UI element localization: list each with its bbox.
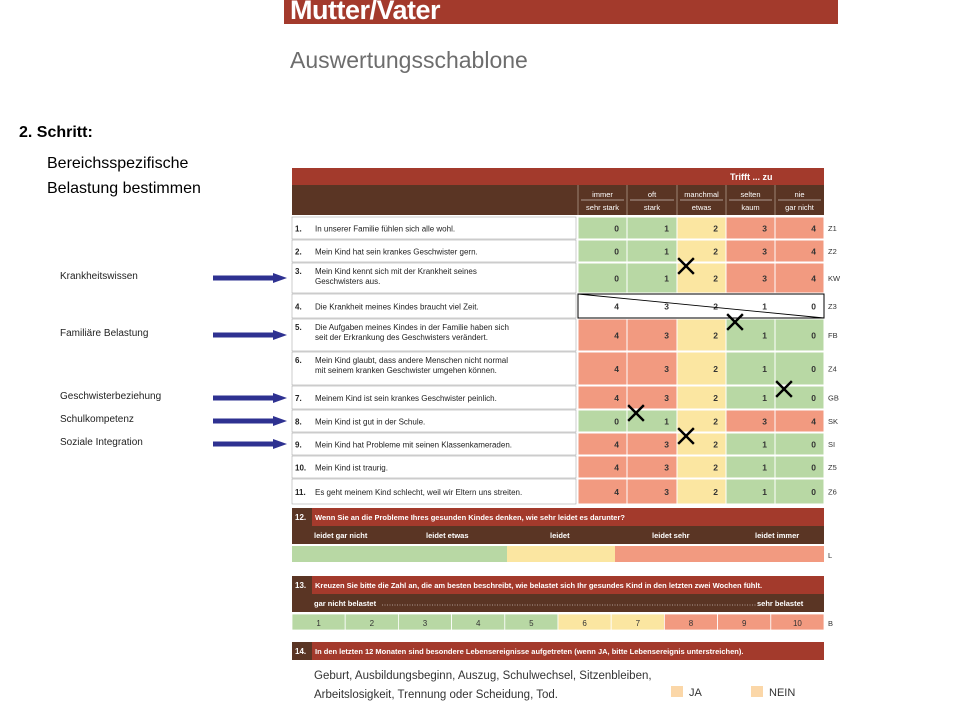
value-cell-number: 0: [614, 416, 619, 427]
value-cell: [726, 217, 775, 239]
value-cell-number: 3: [762, 273, 767, 284]
value-cell: [726, 479, 775, 504]
value-cell: [775, 294, 824, 318]
value-cell: [627, 319, 677, 351]
value-cell-number: 2: [713, 301, 718, 312]
value-cell-number: 4: [614, 487, 619, 497]
arrow-right-icon: [213, 439, 287, 449]
value-cell: [578, 410, 627, 432]
value-cell-number: 1: [762, 330, 767, 341]
row-code: FB: [828, 331, 838, 340]
value-cell-number: 2: [713, 364, 718, 374]
value-cell-number: 2: [713, 393, 718, 403]
q14-no-label: NEIN: [769, 687, 796, 699]
q12-code: L: [828, 551, 833, 560]
value-cell: [627, 479, 677, 504]
value-cell-number: 2: [713, 330, 718, 341]
row-text: Mein Kind ist traurig.: [315, 463, 388, 473]
value-cell: [775, 319, 824, 351]
value-cell-number: 2: [713, 487, 718, 497]
value-cell-number: 0: [811, 330, 816, 341]
value-cell: [726, 433, 775, 455]
page-header-title: Mutter/Vater: [290, 0, 441, 25]
value-cell-number: 2: [713, 462, 718, 473]
step-description: Bereichsspezifische Belastung bestimmen: [47, 155, 201, 197]
row-number: 8.: [295, 417, 302, 427]
q12-option: leidet: [550, 531, 570, 540]
q13-question: Kreuzen Sie bitte die Zahl an, die am besten beschreibt, wie belastet sich Ihr gesundes Kind in den letzten zwei Wochen fühlt.: [315, 581, 763, 590]
row-number: 11.: [295, 488, 306, 497]
value-cell: [578, 319, 627, 351]
q12-option: leidet etwas: [426, 531, 469, 540]
value-cell: [726, 294, 775, 318]
value-cell: [627, 433, 677, 455]
value-cell: [775, 410, 824, 432]
value-cell-number: 2: [713, 439, 718, 450]
value-cell: [627, 386, 677, 409]
value-cell: [627, 352, 677, 385]
value-cell: [726, 386, 775, 409]
row-text: Geschwisters aus.: [315, 277, 381, 286]
value-cell: [578, 479, 627, 504]
value-cell-number: 3: [664, 330, 669, 341]
column-header-2: oft: [647, 190, 657, 199]
value-cell-number: 4: [614, 301, 619, 312]
domain-label: Krankheitswissen: [60, 271, 138, 282]
row-code: Z6: [828, 487, 837, 497]
row-text: Mein Kind kennt sich mit der Krankheit seines: [315, 267, 477, 276]
value-cell-number: 3: [664, 462, 669, 473]
row-text: seit der Erkrankung des Geschwisters verändert.: [315, 333, 488, 342]
q14-no-checkbox: [751, 686, 763, 697]
row-code: GB: [828, 393, 839, 403]
q13-scale-number: 7: [635, 619, 641, 628]
value-cell-number: 2: [713, 246, 718, 257]
value-cell: [627, 217, 677, 239]
row-number: 5.: [295, 323, 302, 332]
column-header-sub-4: kaum: [741, 203, 760, 212]
row-text: Mein Kind hat sein krankes Geschwister gern.: [315, 247, 478, 257]
q13-scale-number: 2: [369, 619, 375, 628]
value-cell: [627, 240, 677, 262]
value-cell: [775, 240, 824, 262]
value-cell-number: 3: [664, 301, 669, 312]
value-cell-number: 0: [811, 301, 816, 312]
value-cell: [677, 352, 726, 385]
row-number: 6.: [295, 356, 302, 365]
column-header-3: manchmal: [684, 190, 719, 199]
value-cell: [627, 263, 677, 293]
value-cell: [726, 352, 775, 385]
value-cell-number: 2: [713, 223, 718, 234]
row-code: Z5: [828, 463, 837, 472]
value-cell-number: 3: [762, 223, 767, 234]
value-cell: [627, 294, 677, 318]
value-cell-number: 1: [664, 223, 669, 234]
row-code: Z2: [828, 247, 837, 256]
value-cell: [677, 386, 726, 409]
evaluation-template-sheet: [292, 168, 841, 713]
value-cell-number: 0: [614, 246, 619, 257]
value-cell: [677, 240, 726, 262]
q13-scale-number: 3: [422, 619, 428, 628]
value-cell-number: 0: [614, 223, 619, 234]
row-text: Mein Kind glaubt, dass andere Menschen nicht normal: [315, 356, 508, 365]
page-subtitle: Auswertungsschablone: [290, 47, 528, 73]
q13-scale-number: 4: [475, 619, 481, 628]
q13-scale-number: 1: [316, 619, 321, 628]
value-cell: [726, 263, 775, 293]
row-code: Z3: [828, 302, 837, 311]
q14-yes-checkbox: [671, 686, 683, 697]
value-cell-number: 3: [762, 246, 767, 257]
row-text: Meinem Kind ist sein krankes Geschwister peinlich.: [315, 394, 497, 403]
q12-option: leidet sehr: [652, 531, 690, 540]
value-cell: [775, 479, 824, 504]
row-code: SI: [828, 440, 836, 449]
row-number: 4.: [295, 302, 302, 312]
q13-scale-number: 8: [688, 619, 694, 628]
column-header-sub-1: sehr stark: [586, 203, 619, 212]
value-cell-number: 1: [664, 416, 669, 427]
row-code: SK: [828, 417, 839, 426]
value-cell-number: 4: [614, 364, 619, 374]
arrow-right-icon: [213, 416, 287, 426]
value-cell-number: 0: [811, 487, 816, 497]
value-cell-number: 4: [614, 439, 619, 450]
value-cell-number: 1: [762, 487, 767, 497]
q13-scale-number: 5: [529, 619, 534, 628]
domain-label: Schulkompetenz: [60, 414, 134, 425]
value-cell-number: 0: [811, 393, 816, 403]
value-cell: [578, 294, 627, 318]
column-header-4: selten: [740, 190, 761, 199]
q12-option: leidet gar nicht: [314, 531, 368, 540]
value-cell: [726, 240, 775, 262]
value-cell: [578, 240, 627, 262]
table-header-title: Trifft ... zu: [730, 172, 773, 182]
row-text: Mein Kind hat Probleme mit seinen Klassenkameraden.: [315, 440, 512, 450]
q12-question: Wenn Sie an die Probleme Ihres gesunden Kindes denken, wie sehr leidet es darunter?: [315, 513, 625, 522]
value-cell: [677, 456, 726, 478]
arrow-right-icon: [213, 273, 287, 283]
row-text: Mein Kind ist gut in der Schule.: [315, 417, 426, 427]
domain-label: Soziale Integration: [60, 437, 143, 448]
value-cell: [775, 217, 824, 239]
q13-low-anchor: gar nicht belastet: [314, 599, 377, 608]
q13-scale-number: 6: [582, 619, 587, 628]
value-cell: [677, 319, 726, 351]
arrow-right-icon: [213, 330, 287, 340]
value-cell-number: 1: [762, 439, 767, 450]
row-code: Z4: [828, 364, 837, 374]
value-cell-number: 0: [811, 439, 816, 450]
value-cell: [578, 263, 627, 293]
value-cell: [578, 433, 627, 455]
value-cell: [677, 479, 726, 504]
q13-number: 13.: [295, 581, 307, 590]
row-text: Die Krankheit meines Kindes braucht viel Zeit.: [315, 302, 479, 312]
column-header-sub-3: etwas: [691, 203, 712, 212]
value-cell-number: 0: [811, 462, 816, 473]
value-cell: [775, 433, 824, 455]
value-cell-number: 2: [713, 416, 718, 427]
q14-events-line: Arbeitslosigkeit, Trennung oder Scheidung, Tod.: [314, 689, 558, 701]
q13-scale-number: 9: [741, 619, 747, 628]
column-header-5: nie: [794, 190, 805, 199]
value-cell: [578, 456, 627, 478]
value-cell-number: 1: [762, 364, 767, 374]
value-cell-number: 1: [664, 273, 669, 284]
q14-question: In den letzten 12 Monaten sind besondere Lebensereignisse aufgetreten (wenn JA, bitte Lebensereignis unterstreichen).: [315, 647, 744, 656]
row-number: 3.: [295, 267, 302, 276]
row-number: 7.: [295, 394, 302, 403]
value-cell-number: 4: [811, 273, 816, 284]
row-text: Die Aufgaben meines Kindes in der Familie haben sich: [315, 323, 509, 332]
row-text: Es geht meinem Kind schlecht, weil wir Eltern uns streiten.: [315, 488, 523, 497]
q14-number: 14.: [295, 647, 307, 656]
value-cell-number: 4: [811, 416, 816, 427]
value-cell-number: 0: [614, 273, 619, 284]
q13-high-anchor: sehr belastet: [757, 599, 804, 608]
value-cell-number: 1: [762, 462, 767, 473]
value-cell-number: 4: [811, 246, 816, 257]
column-header-sub-5: gar nicht: [785, 203, 814, 212]
row-number: 1.: [295, 224, 302, 234]
value-cell: [578, 352, 627, 385]
value-cell-number: 4: [614, 330, 619, 341]
q13-code: B: [828, 619, 834, 628]
row-number: 9.: [295, 440, 302, 450]
value-cell-number: 3: [664, 487, 669, 497]
value-cell: [726, 410, 775, 432]
value-cell-number: 4: [614, 462, 619, 473]
q12-option: leidet immer: [755, 531, 800, 540]
q14-events-line: Geburt, Ausbildungsbeginn, Auszug, Schulwechsel, Sitzenbleiben,: [314, 670, 652, 682]
q14-yes-label: JA: [689, 687, 702, 699]
value-cell-number: 1: [762, 301, 767, 312]
row-text: mit seinem kranken Geschwister umgehen können.: [315, 366, 497, 375]
row-number: 2.: [295, 247, 302, 257]
value-cell-number: 2: [713, 273, 718, 284]
q13-scale-number: 10: [792, 619, 802, 628]
column-header-1: immer: [592, 190, 613, 199]
value-cell: [677, 410, 726, 432]
domain-label: Familiäre Belastung: [60, 328, 149, 339]
value-cell: [578, 217, 627, 239]
arrow-right-icon: [213, 393, 287, 403]
value-cell-number: 4: [811, 223, 816, 234]
value-cell-number: 3: [664, 393, 669, 403]
step-title: 2. Schritt:: [19, 124, 93, 141]
value-cell: [775, 352, 824, 385]
q12-scale-green: [292, 546, 507, 562]
value-cell: [627, 456, 677, 478]
value-cell-number: 4: [614, 393, 619, 403]
value-cell-number: 3: [664, 439, 669, 450]
q12-scale-yellow: [507, 546, 615, 562]
value-cell-number: 3: [762, 416, 767, 427]
q12-number: 12.: [295, 513, 307, 522]
column-header-sub-2: stark: [643, 203, 661, 212]
value-cell-number: 1: [762, 393, 767, 403]
value-cell-number: 3: [664, 364, 669, 374]
value-cell-number: 0: [811, 364, 816, 374]
row-text: In unserer Familie fühlen sich alle wohl.: [315, 224, 456, 234]
value-cell: [677, 217, 726, 239]
q12-scale-red: [615, 546, 824, 562]
row-code: Z1: [828, 224, 837, 233]
value-cell-number: 1: [664, 246, 669, 257]
row-code: KW: [828, 274, 841, 283]
row-number: 10.: [295, 463, 307, 473]
domain-label: Geschwisterbeziehung: [60, 390, 162, 402]
value-cell: [775, 263, 824, 293]
value-cell: [578, 386, 627, 409]
value-cell: [775, 456, 824, 478]
value-cell: [726, 456, 775, 478]
